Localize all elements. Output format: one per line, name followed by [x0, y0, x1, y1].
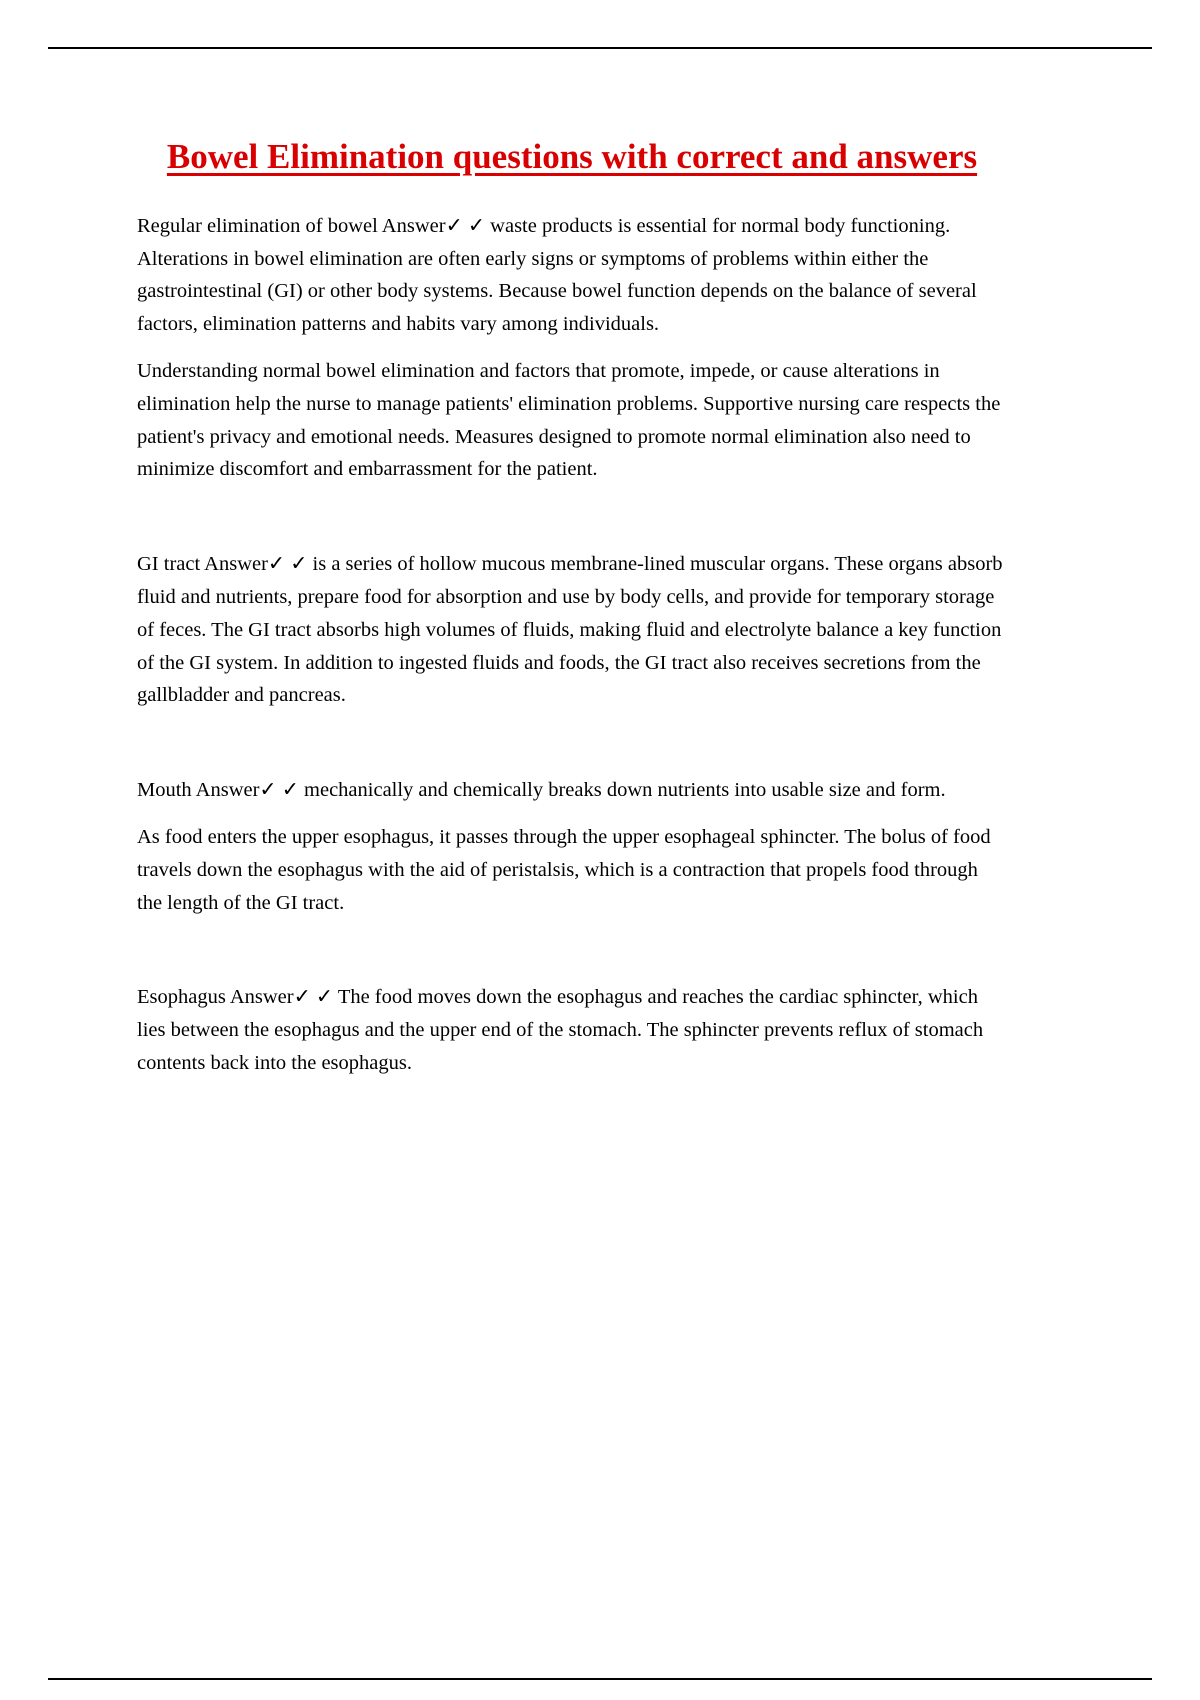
- paragraph-esophagus: Esophagus Answer✓ ✓ The food moves down the esophagus and reaches the cardiac sphincter, which lies between the esophagus and the upper end of the stomach. The sphincter prevents reflux of stomach contents back into the esophagus.: [137, 986, 984, 1074]
- top-rule: [48, 47, 1152, 49]
- bottom-rule: [48, 1678, 1152, 1680]
- paragraph-food-enters-esophagus: As food enters the upper esophagus, it passes through the upper esophageal sphincter. The bolus of food travels down the esophagus with the aid of peristalsis, which is a contraction that propels food through the length of the GI tract.: [137, 825, 991, 914]
- page-title: Bowel Elimination questions with correct and answers: [166, 137, 978, 176]
- document-content: [137, 128, 1007, 1094]
- paragraph-regular-elimination: Regular elimination of bowel Answer✓ ✓ waste products is essential for normal body functioning. Alterations in bowel elimination are often early signs or symptoms of problems within either the gastrointestinal (GI) or other body systems. Because bowel function depends on the balance of several factors, elimination patterns and habits vary among individuals.: [137, 214, 977, 336]
- paragraph-gi-tract: GI tract Answer✓ ✓ is a series of hollow mucous membrane-lined muscular organs. These organs absorb fluid and nutrients, prepare food for absorption and use by body cells, and provide for temporary storage of feces. The GI tract absorbs high volumes of fluids, making fluid and electrolyte balance a key function of the GI system. In addition to ingested fluids and foods, the GI tract also receives secretions from the gallbladder and pancreas.: [137, 553, 1003, 707]
- paragraph-mouth: Mouth Answer✓ ✓ mechanically and chemically breaks down nutrients into usable size and form.: [137, 779, 946, 802]
- paragraph-understanding-normal: Understanding normal bowel elimination and factors that promote, impede, or cause alterations in elimination help the nurse to manage patients' elimination problems. Supportive nursing care respects the patient's privacy and emotional needs. Measures designed to promote normal elimination also need to minimize discomfort and embarrassment for the patient.: [137, 359, 1001, 481]
